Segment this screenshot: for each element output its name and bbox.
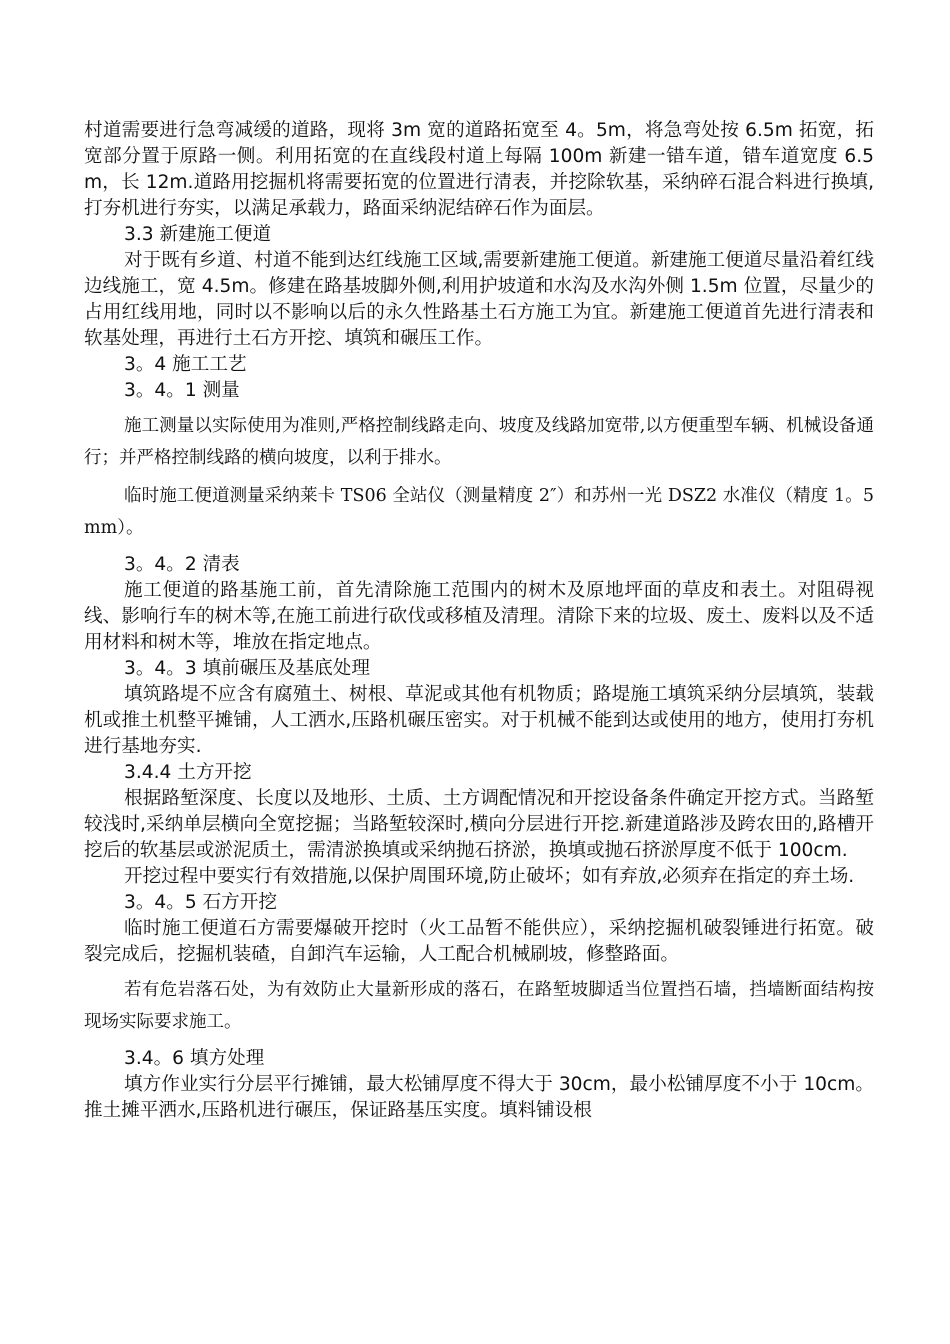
document-body	[84, 118, 874, 1124]
paragraph-new-access-road: 对于既有乡道、村道不能到达红线施工区域,需要新建施工便道。新建施工便道尽量沿着红线边线施工，宽 4.5m。修建在路基坡脚外侧,利用护坡道和水沟及水沟外侧 1.5m 位置，尽量少的占用红线用地，同时以不影响以后的永久性路基土石方施工为宜。新建施工便道首先进行清表和软基处理，再进行土石方开挖、填筑和碾压工作。	[84, 250, 874, 349]
paragraph-retaining-wall: 若有危岩落石处，为有效防止大量新形成的落石，在路堑坡脚适当位置挡石墙，挡墙断面结构按现场实际要求施工。	[84, 980, 874, 1032]
paragraph-clearing: 施工便道的路基施工前，首先清除施工范围内的树木及原地坪面的草皮和表土。对阻碍视线、影响行车的树木等,在施工前进行砍伐或移植及清理。清除下来的垃圾、废土、废料以及不适用材料和树木等，堆放在指定地点。	[84, 580, 874, 653]
paragraph-fill-processing: 填方作业实行分层平行摊铺，最大松铺厚度不得大于 30cm，最小松铺厚度不小于 10cm。推土摊平洒水,压路机进行碾压，保证路基压实度。填料铺设根	[84, 1074, 874, 1121]
paragraph-earth-excavation: 根据路堑深度、长度以及地形、土质、土方调配情况和开挖设备条件确定开挖方式。当路堑较浅时,采纳单层横向全宽挖掘；当路堑较深时,横向分层进行开挖.新建道路涉及跨农田的,路槽开挖后的软基层或淤泥质土，需清淤换填或采纳抛石挤淤，换填或抛石挤淤厚度不低于 100cm.	[84, 788, 874, 861]
heading-3-4-4: 3.4.4 土方开挖	[124, 762, 252, 783]
paragraph-survey-principle: 施工测量以实际使用为准则,严格控制线路走向、坡度及线路加宽带,以方便重型车辆、机械设备通行；并严格控制线路的横向坡度，以利于排水。	[84, 416, 874, 468]
heading-3-4-6: 3.4。6 填方处理	[124, 1048, 265, 1069]
heading-3-4-1: 3。4。1 测量	[124, 380, 240, 401]
paragraph-survey-instruments: 临时施工便道测量采纳莱卡 TS06 全站仪（测量精度 2″）和苏州一光 DSZ2 水准仪（精度 1。5mm）。	[84, 486, 874, 538]
heading-3-4-2: 3。4。2 清表	[124, 554, 240, 575]
paragraph-excavation-protection: 开挖过程中要实行有效措施,以保护周围环境,防止破坏；如有弃放,必须弃在指定的弃土场.	[124, 866, 855, 887]
paragraph-compaction: 填筑路堤不应含有腐殖土、树根、草泥或其他有机物质；路堤施工填筑采纳分层填筑，装载机或推土机整平摊铺，人工洒水,压路机碾压密实。对于机械不能到达或使用的地方，使用打夯机进行基地夯实.	[84, 684, 874, 757]
paragraph-rock-excavation: 临时施工便道石方需要爆破开挖时（火工品暂不能供应），采纳挖掘机破裂锤进行拓宽。破裂完成后，挖掘机装碴，自卸汽车运输，人工配合机械刷坡，修整路面。	[84, 918, 874, 965]
heading-3-4-5: 3。4。5 石方开挖	[124, 892, 277, 913]
paragraph-village-road-widening: 村道需要进行急弯减缓的道路，现将 3m 宽的道路拓宽至 4。5m，将急弯处按 6.5m 拓宽，拓宽部分置于原路一侧。利用拓宽的在直线段村道上每隔 100m 新建一错车道，错车道宽度 6.5m，长 12m.道路用挖掘机将需要拓宽的位置进行清表，并挖除软基，采纳碎石混合料进行换填,打夯机进行夯实，以满足承载力，路面采纳泥结碎石作为面层。	[84, 120, 874, 219]
heading-3-3: 3.3 新建施工便道	[124, 224, 272, 245]
heading-3-4: 3。4 施工工艺	[124, 354, 247, 375]
heading-3-4-3: 3。4。3 填前碾压及基底处理	[124, 658, 370, 679]
